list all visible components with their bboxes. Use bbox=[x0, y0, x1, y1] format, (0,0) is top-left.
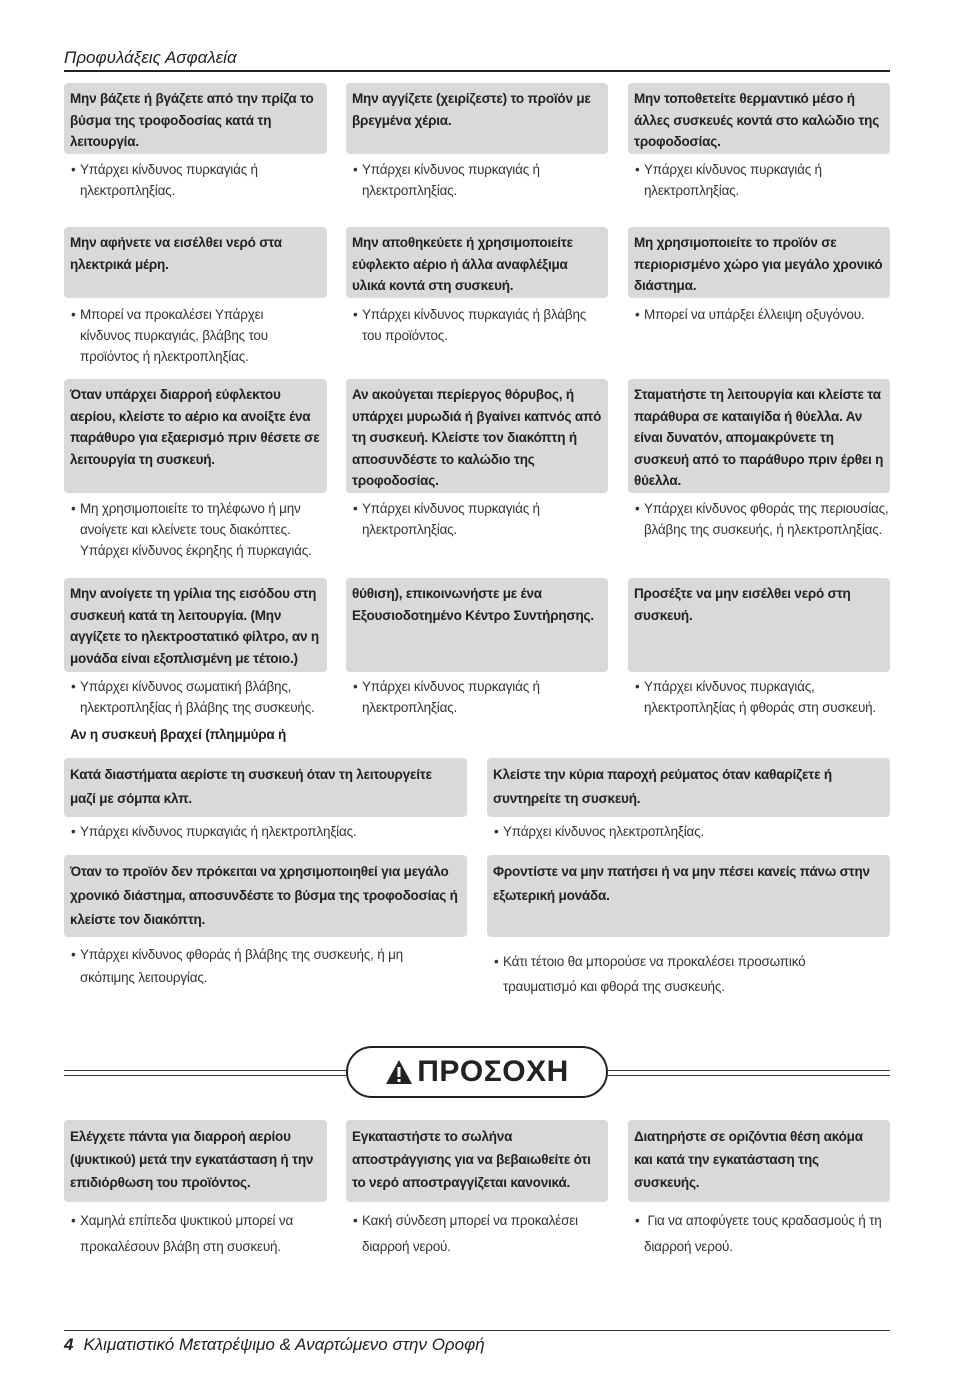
warning-note-11: • Υπάρχει κίνδυνος πυρκαγιάς ή ηλεκτροπληξίας. bbox=[348, 676, 608, 718]
warning-note-4: • Μπορεί να προκαλέσει Υπάρχει κίνδυνος πυρκαγιάς, βλάβης του προϊόντος ή ηλεκτροπληξίας. bbox=[66, 304, 316, 367]
warning-note-8: • Υπάρχει κίνδυνος πυρκαγιάς ή ηλεκτροπληξίας. bbox=[348, 498, 608, 540]
warning-box-6: Μη χρησιμοποιείτε το προϊόν σε περιορισμένο χώρο για μεγάλο χρονικό διάστημα. bbox=[628, 227, 890, 298]
caution-note-3: • Για να αποφύγετε τους κραδασμούς ή τη διαρροή νερού. bbox=[630, 1208, 890, 1260]
wide-warning-box-2: Κλείστε την κύρια παροχή ρεύματος όταν καθαρίζετε ή συντηρείτε τη συσκευή. bbox=[487, 758, 890, 817]
wide-warning-box-1: Κατά διαστήματα αερίστε τη συσκευή όταν τη λειτουργείτε μαζί με σόμπα κλπ. bbox=[64, 758, 467, 817]
warning-triangle-icon bbox=[385, 1058, 413, 1086]
wide-warning-note-2: • Υπάρχει κίνδυνος ηλεκτροπληξίας. bbox=[489, 821, 889, 842]
warning-note-9: • Υπάρχει κίνδυνος φθοράς της περιουσίας, βλάβης της συσκευής, ή ηλεκτροπληξίας. bbox=[630, 498, 890, 540]
caution-note-2: • Κακή σύνδεση μπορεί να προκαλέσει διαρροή νερού. bbox=[348, 1208, 598, 1260]
warning-box-7: Όταν υπάρχει διαρροή εύφλεκτου αερίου, κλείστε το αέριο κα ανοίξτε ένα παράθυρο για εξαερισμό πριν θέσετε σε λειτουργία τη συσκευή. bbox=[64, 379, 327, 493]
warning-box-2: Μην αγγίζετε (χειρίζεστε) το προϊόν με βρεγμένα χέρια. bbox=[346, 83, 608, 154]
caution-box-1: Ελέγχετε πάντα για διαρροή αερίου (ψυκτικού) μετά την εγκατάσταση ή την επιδιόρθωση του προϊόντος. bbox=[64, 1120, 327, 1202]
warning-box-4: Μην αφήνετε να εισέλθει νερό στα ηλεκτρικά μέρη. bbox=[64, 227, 327, 298]
footer-rule bbox=[64, 1330, 890, 1331]
wide-warning-note-3: • Υπάρχει κίνδυνος φθοράς ή βλάβης της συσκευής, ή μη σκόπιμης λειτουργίας. bbox=[66, 943, 446, 989]
split-note: Αν η συσκευή βραχεί (πλημμύρα ή bbox=[70, 727, 287, 742]
warning-note-7: • Μη χρησιμοποιείτε το τηλέφωνο ή μην ανοίγετε και κλείνετε τους διακόπτες. Υπάρχει κίνδυνος έκρηξης ή πυρκαγιάς. bbox=[66, 498, 328, 561]
warning-box-1: Μην βάζετε ή βγάζετε από την πρίζα το βύσμα της τροφοδοσίας κατά τη λειτουργία. bbox=[64, 83, 327, 154]
wide-warning-note-4: • Κάτι τέτοιο θα μπορούσε να προκαλέσει προσωπικό τραυματισμό και φθορά της συσκευής. bbox=[489, 949, 849, 999]
page-header-title: Προφυλάξεις Ασφαλεία bbox=[64, 48, 237, 67]
warning-note-12: • Υπάρχει κίνδυνος πυρκαγιάς, ηλεκτροπληξίας ή φθοράς στη συσκευή. bbox=[630, 676, 892, 718]
caution-label-pill bbox=[346, 1046, 608, 1098]
warning-box-9: Σταματήστε τη λειτουργία και κλείστε τα παράθυρα σε καταιγίδα ή θύελλα. Αν είναι δυνατόν, απομακρύνετε τη συσκευή από το παράθυρο πριν έρθει η θύελλα. bbox=[628, 379, 890, 493]
warning-box-10: Μην ανοίγετε τη γρίλια της εισόδου στη συσκευή κατά τη λειτουργία. (Μην αγγίζετε το ηλεκτροστατικό φίλτρο, αν η μονάδα είναι εξοπλισμένη με τέτοιο.) bbox=[64, 578, 327, 672]
warning-box-3: Μην τοποθετείτε θερμαντικό μέσο ή άλλες συσκευές κοντά στο καλώδιο της τροφοδοσίας. bbox=[628, 83, 890, 154]
caution-note-1: • Χαμηλά επίπεδα ψυκτικού μπορεί να προκαλέσουν βλάβη στη συσκευή. bbox=[66, 1208, 316, 1260]
wide-warning-note-1: • Υπάρχει κίνδυνος πυρκαγιάς ή ηλεκτροπληξίας. bbox=[66, 821, 466, 842]
caution-box-2: Εγκαταστήστε το σωλήνα αποστράγγισης για να βεβαιωθείτε ότι το νερό αποστραγγίζεται κανονικά. bbox=[346, 1120, 608, 1202]
warning-note-1: • Υπάρχει κίνδυνος πυρκαγιάς ή ηλεκτροπληξίας. bbox=[66, 159, 326, 201]
warning-box-11: θύθιση), επικοινωνήστε με ένα Εξουσιοδοτημένο Κέντρο Συντήρησης. bbox=[346, 578, 608, 672]
warning-box-5: Μην αποθηκεύετε ή χρησιμοποιείτε εύφλεκτο αέριο ή άλλα αναφλέξιμα υλικά κοντά στη συσκευή. bbox=[346, 227, 608, 298]
warning-note-6: • Μπορεί να υπάρξει έλλειψη οξυγόνου. bbox=[630, 304, 892, 325]
caution-title: ΠΡΟΣΟΧΗ bbox=[417, 1055, 569, 1088]
warning-note-5: • Υπάρχει κίνδυνος πυρκαγιάς ή βλάβης του προϊόντος. bbox=[348, 304, 608, 346]
page-footer bbox=[64, 1335, 485, 1355]
header-rule bbox=[64, 70, 890, 72]
warning-note-3: • Υπάρχει κίνδυνος πυρκαγιάς ή ηλεκτροπληξίας. bbox=[630, 159, 890, 201]
warning-box-8: Αν ακούγεται περίεργος θόρυβος, ή υπάρχει μυρωδιά ή βγαίνει καπνός από τη συσκευή. Κλείστε τον διακόπτη ή αποσυνδέστε το καλώδιο της τροφοδοσίας. bbox=[346, 379, 608, 493]
wide-warning-box-3: Όταν το προϊόν δεν πρόκειται να χρησιμοποιηθεί για μεγάλο χρονικό διάστημα, αποσυνδέστε το βύσμα της τροφοδοσίας ή κλείστε τον διακόπτη. bbox=[64, 855, 467, 937]
warning-note-2: • Υπάρχει κίνδυνος πυρκαγιάς ή ηλεκτροπληξίας. bbox=[348, 159, 608, 201]
warning-box-12: Προσέξτε να μην εισέλθει νερό στη συσκευή. bbox=[628, 578, 890, 672]
warning-note-10: • Υπάρχει κίνδυνος σωματική βλάβης, ηλεκτροπληξίας ή βλάβης της συσκευής. bbox=[66, 676, 328, 718]
wide-warning-box-4: Φροντίστε να μην πατήσει ή να μην πέσει κανείς πάνω στην εξωτερική μονάδα. bbox=[487, 855, 890, 937]
caution-banner bbox=[64, 1046, 890, 1100]
page-number: 4 bbox=[64, 1335, 74, 1354]
caution-box-3: Διατηρήστε σε οριζόντια θέση ακόμα και κατά την εγκατάσταση της συσκευής. bbox=[628, 1120, 890, 1202]
footer-title: Κλιματιστικό Μετατρέψιμο & Αναρτώμενο στην Οροφή bbox=[83, 1335, 485, 1354]
